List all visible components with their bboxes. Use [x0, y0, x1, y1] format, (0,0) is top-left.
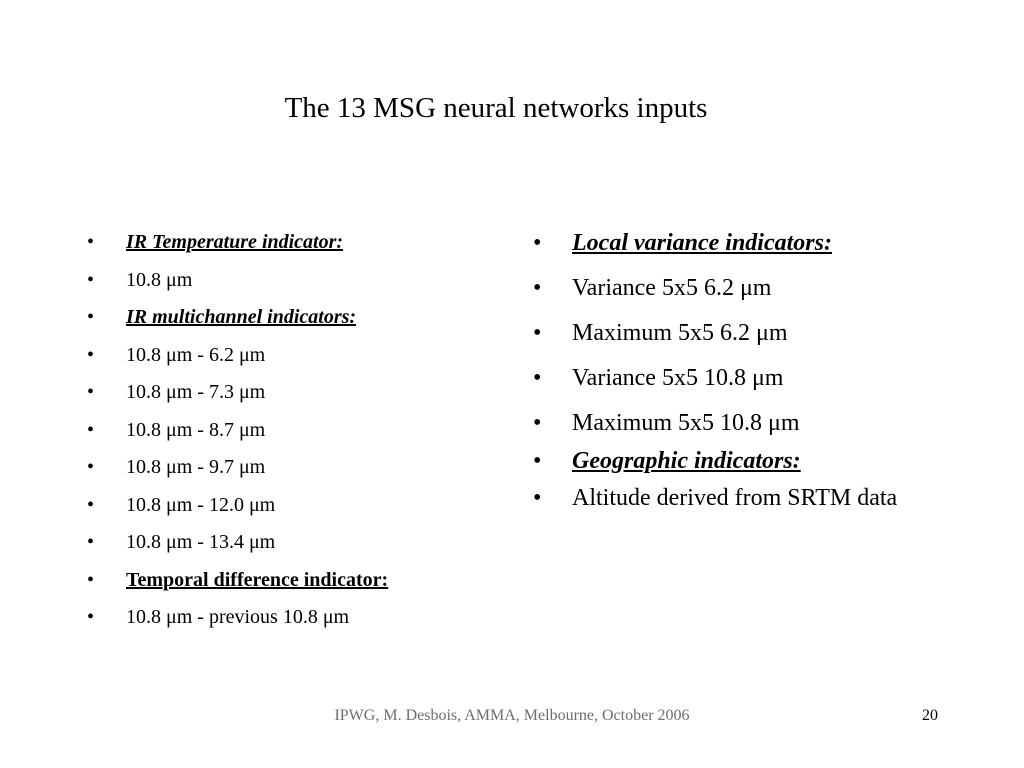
section-heading: Geographic indicators: [572, 448, 801, 474]
bullet-item [87, 341, 487, 379]
bullet-text: 10.8 μm - 8.7 μm [126, 418, 266, 441]
bullet-icon: • [87, 418, 95, 441]
bullet-item [87, 266, 487, 304]
bullet-item [87, 528, 487, 566]
bullet-icon: • [87, 606, 95, 628]
bullet-icon: • [533, 410, 542, 436]
bullet-icon: • [87, 231, 95, 253]
slide-title: The 13 MSG neural networks inputs [284, 92, 708, 124]
bullet-text: 10.8 μm - previous 10.8 μm [126, 606, 350, 628]
section-heading: Local variance indicators: [572, 230, 832, 256]
bullet-icon: • [87, 343, 95, 366]
bullet-icon: • [533, 485, 542, 511]
bullet-item [87, 228, 487, 266]
bullet-text: 10.8 μm [126, 268, 193, 291]
bullet-item [533, 484, 902, 529]
bullet-item [533, 446, 913, 484]
bullet-icon: • [87, 531, 95, 553]
section-heading: IR Temperature indicator: [126, 231, 344, 253]
footer-text: IPWG, M. Desbois, AMMA, Melbourne, October 2006 [334, 707, 690, 724]
bullet-item [87, 491, 487, 529]
bullet-item [87, 566, 487, 604]
bullet-item [87, 416, 487, 454]
bullet-icon: • [87, 568, 95, 591]
bullet-icon: • [87, 268, 95, 291]
bullet-text: 10.8 μm - 12.0 μm [126, 493, 276, 516]
page-number: 20 [922, 707, 938, 724]
bullet-icon: • [533, 230, 542, 256]
bullet-icon: • [533, 365, 542, 391]
bullet-item [533, 408, 913, 446]
right-bullet-list [533, 228, 913, 529]
bullet-item [87, 378, 487, 416]
bullet-item [87, 603, 487, 641]
bullet-item [533, 228, 913, 273]
bullet-text: 10.8 μm - 7.3 μm [126, 381, 266, 403]
bullet-item [87, 303, 487, 341]
bullet-icon: • [533, 320, 542, 346]
bullet-text: 10.8 μm - 13.4 μm [126, 531, 276, 553]
bullet-item [533, 273, 913, 318]
section-heading: Temporal difference indicator: [126, 568, 389, 591]
bullet-text: Maximum 5x5 6.2 μm [572, 320, 788, 346]
bullet-icon: • [533, 275, 542, 301]
bullet-text: 10.8 μm - 9.7 μm [126, 456, 266, 478]
bullet-item [533, 318, 913, 363]
bullet-text: Variance 5x5 10.8 μm [572, 365, 784, 391]
bullet-item [533, 363, 913, 408]
bullet-icon: • [533, 448, 542, 474]
bullet-text: 10.8 μm - 6.2 μm [126, 343, 266, 366]
left-bullet-list [87, 228, 487, 641]
bullet-text: Altitude derived from SRTM data [572, 485, 898, 511]
bullet-icon: • [87, 456, 95, 478]
bullet-item [87, 453, 487, 491]
bullet-icon: • [87, 306, 95, 328]
bullet-icon: • [87, 381, 95, 403]
section-heading: IR multichannel indicators: [126, 306, 357, 328]
bullet-text: Maximum 5x5 10.8 μm [572, 410, 800, 436]
bullet-icon: • [87, 493, 95, 516]
bullet-text: Variance 5x5 6.2 μm [572, 275, 772, 301]
